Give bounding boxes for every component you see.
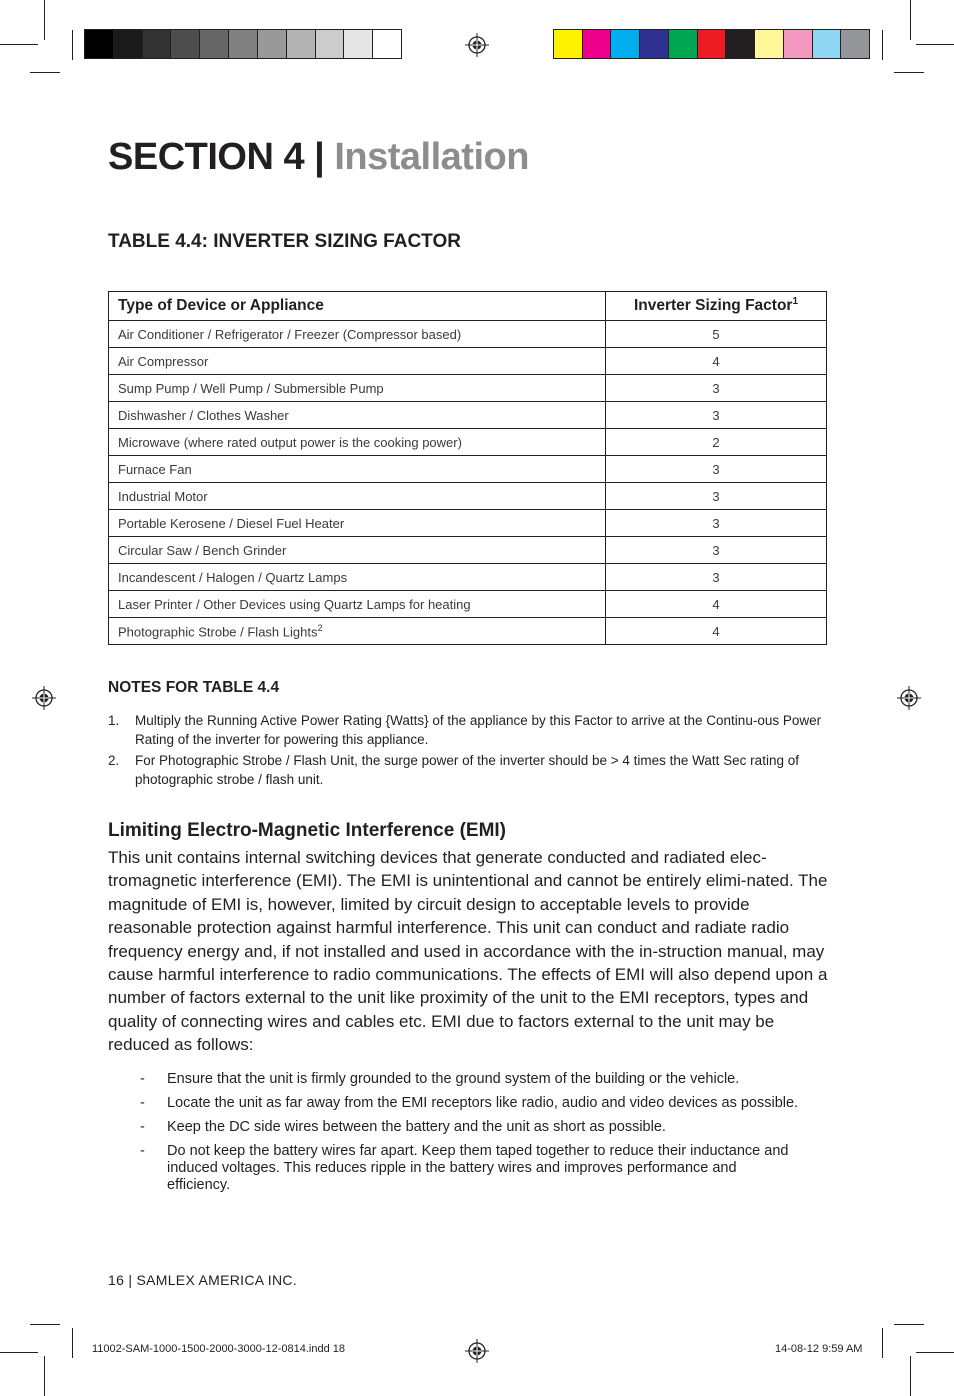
device-cell: Dishwasher / Clothes Washer: [109, 402, 606, 429]
note-number: 2.: [108, 753, 120, 768]
color-swatch: [372, 30, 401, 58]
factor-cell: 4: [606, 348, 827, 375]
device-cell: Industrial Motor: [109, 483, 606, 510]
bullet-text: Locate the unit as far away from the EMI receptors like radio, audio and video devices as possible.: [167, 1095, 799, 1111]
crop-mark: [916, 1352, 954, 1353]
note-number: 1.: [108, 713, 120, 728]
factor-cell: 3: [606, 456, 827, 483]
table-row: [109, 375, 827, 402]
bullet-text: Do not keep the battery wires far apart. Keep them taped together to reduce their inductance and induced voltages. This reduces ripple in the battery wires and improves performance and efficiency.: [167, 1143, 789, 1193]
section-number: SECTION 4 |: [108, 136, 325, 178]
bullet-dash: -: [140, 1095, 145, 1111]
crop-mark: [882, 30, 883, 60]
emi-heading: Limiting Electro-Magnetic Interference (EMI): [108, 820, 506, 841]
factor-cell: 2: [606, 429, 827, 456]
factor-cell: 3: [606, 564, 827, 591]
crop-mark: [894, 1324, 924, 1325]
device-cell: Air Compressor: [109, 348, 606, 375]
color-swatch: [554, 30, 582, 58]
gray-ramp-color-bar: [84, 29, 402, 59]
color-swatch: [754, 30, 783, 58]
color-swatch: [668, 30, 697, 58]
table-row: [109, 591, 827, 618]
page-footer: 16 | SAMLEX AMERICA INC.: [108, 1272, 298, 1288]
device-cell: Sump Pump / Well Pump / Submersible Pump: [109, 375, 606, 402]
color-swatch: [286, 30, 315, 58]
list-item: [140, 1095, 800, 1112]
note-text: For Photographic Strobe / Flash Unit, the surge power of the inverter should be > 4 times the Watt Sec rating of photographic strobe / flash unit.: [135, 753, 799, 787]
note-item: [108, 751, 828, 789]
crop-mark: [44, 1356, 45, 1396]
table-row: [109, 402, 827, 429]
crop-mark: [72, 30, 73, 60]
inverter-sizing-table: [108, 291, 827, 645]
factor-cell: 3: [606, 375, 827, 402]
color-swatch: [228, 30, 257, 58]
device-cell: Photographic Strobe / Flash Lights$^2$: [109, 618, 606, 645]
table-title: TABLE 4.4: INVERTER SIZING FACTOR: [108, 231, 461, 252]
process-color-bar: [553, 29, 870, 59]
factor-column-header: Inverter Sizing Factor$^1$: [606, 292, 827, 321]
color-swatch: [343, 30, 372, 58]
factor-cell: 3: [606, 510, 827, 537]
crop-mark: [894, 72, 924, 73]
device-cell: Circular Saw / Bench Grinder: [109, 537, 606, 564]
device-cell: Furnace Fan: [109, 456, 606, 483]
crop-mark: [916, 44, 954, 45]
color-swatch: [142, 30, 171, 58]
factor-cell: 3: [606, 483, 827, 510]
color-swatch: [697, 30, 726, 58]
factor-cell: 4: [606, 618, 827, 645]
table-row: [109, 537, 827, 564]
bullet-text: Keep the DC side wires between the battery and the unit as short as possible.: [167, 1119, 666, 1135]
table-row: [109, 429, 827, 456]
color-swatch: [725, 30, 754, 58]
table-header-row: [109, 292, 827, 321]
crop-mark: [0, 44, 38, 45]
color-swatch: [812, 30, 841, 58]
table-row: [109, 456, 827, 483]
notes-list: [108, 711, 828, 791]
bullet-dash: -: [140, 1143, 145, 1159]
slug-timestamp: 14-08-12 9:59 AM: [775, 1343, 863, 1355]
factor-cell: 5: [606, 321, 827, 348]
list-item: [140, 1071, 800, 1088]
color-swatch: [257, 30, 286, 58]
table-row: [109, 510, 827, 537]
color-swatch: [610, 30, 639, 58]
factor-cell: 4: [606, 591, 827, 618]
registration-mark-icon: [465, 33, 489, 57]
slug-filename: 11002-SAM-1000-1500-2000-3000-12-0814.indd 18: [92, 1343, 345, 1355]
section-name: Installation: [334, 136, 529, 178]
registration-mark-icon: [465, 1339, 489, 1363]
color-swatch: [639, 30, 668, 58]
note-item: [108, 711, 828, 749]
color-swatch: [113, 30, 142, 58]
color-swatch: [170, 30, 199, 58]
color-swatch: [840, 30, 869, 58]
table-row: [109, 348, 827, 375]
color-swatch: [315, 30, 344, 58]
crop-mark: [910, 0, 911, 40]
list-item: [140, 1119, 800, 1136]
device-column-header: Type of Device or Appliance: [109, 292, 606, 321]
table-row: [109, 321, 827, 348]
section-title: [108, 136, 529, 179]
color-swatch: [783, 30, 812, 58]
crop-mark: [882, 1328, 883, 1358]
registration-mark-icon: [897, 686, 921, 710]
crop-mark: [72, 1328, 73, 1358]
device-cell: Microwave (where rated output power is the cooking power): [109, 429, 606, 456]
bullet-text: Ensure that the unit is firmly grounded to the ground system of the building or the vehicle.: [167, 1071, 740, 1087]
bullet-dash: -: [140, 1071, 145, 1087]
color-swatch: [582, 30, 611, 58]
crop-mark: [44, 0, 45, 40]
device-cell: Incandescent / Halogen / Quartz Lamps: [109, 564, 606, 591]
note-text: Multiply the Running Active Power Rating {Watts} of the appliance by this Factor to arrive at the Continu-ous Power Rating of the inverter for powering this appliance.: [135, 713, 822, 747]
emi-bullet-list: [140, 1071, 800, 1201]
table-row: [109, 564, 827, 591]
color-swatch: [85, 30, 113, 58]
device-cell: Portable Kerosene / Diesel Fuel Heater: [109, 510, 606, 537]
list-item: [140, 1143, 800, 1194]
factor-cell: 3: [606, 402, 827, 429]
table-row: [109, 618, 827, 645]
factor-cell: 3: [606, 537, 827, 564]
crop-mark: [30, 72, 60, 73]
crop-mark: [30, 1324, 60, 1325]
crop-mark: [0, 1352, 38, 1353]
footnote-ref: 2: [317, 622, 323, 633]
emi-paragraph: This unit contains internal switching devices that generate conducted and radiated elec-tromagnetic interference (EMI). The EMI is unintentional and cannot be entirely elimi-nated. The magnitude of EMI is, however, limited by circuit design to acceptable levels to provide reasonable protection against harmful interference. This unit can conduct and radiate radio frequency energy and, if not installed and used in accordance with the in-struction manual, may cause harmful interference to radio communications. The effects of EMI will also depend upon a number of factors external to the unit like proximity of the unit to the EMI receptors, types and quality of connecting wires and cables etc. EMI due to factors external to the unit may be reduced as follows:: [108, 848, 828, 1055]
registration-mark-icon: [32, 686, 56, 710]
device-cell: Laser Printer / Other Devices using Quartz Lamps for heating: [109, 591, 606, 618]
footnote-ref: 1: [792, 296, 799, 308]
table-body: [109, 321, 827, 645]
notes-heading: NOTES FOR TABLE 4.4: [108, 679, 280, 696]
crop-mark: [910, 1356, 911, 1396]
table-row: [109, 483, 827, 510]
bullet-dash: -: [140, 1119, 145, 1135]
device-cell: Air Conditioner / Refrigerator / Freezer (Compressor based): [109, 321, 606, 348]
color-swatch: [199, 30, 228, 58]
